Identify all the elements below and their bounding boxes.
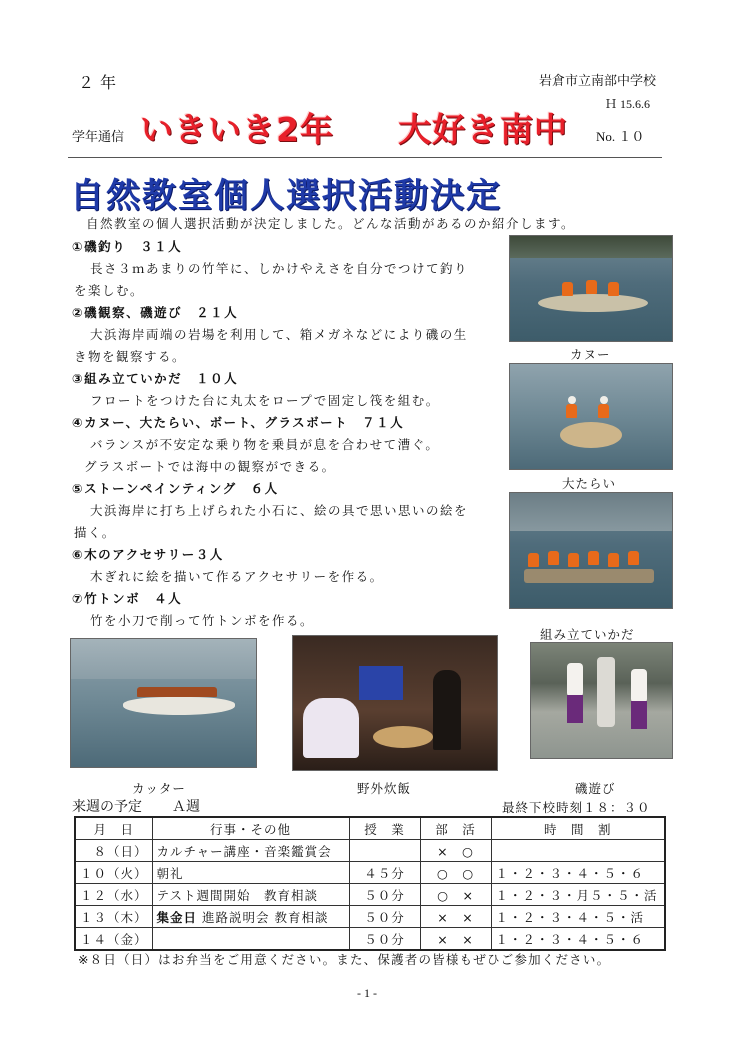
tarai-photo xyxy=(509,363,673,470)
cell-event-text: テスト週間開始 教育相談 xyxy=(156,887,319,903)
cell-class: ５０分 xyxy=(349,884,420,906)
cell-class: ５０分 xyxy=(349,906,420,928)
tarai-caption: 大たらい xyxy=(562,476,617,491)
cell-period: １・２・３・４・５・活 xyxy=(491,906,665,928)
cell-date: １４（金） xyxy=(75,928,152,951)
page-number: - 1 - xyxy=(357,986,377,1000)
activity-desc: 長さ３ｍあまりの竹竿に、しかけやえさを自分でつけて釣り xyxy=(90,261,469,276)
schedule-title: 来週の予定 xyxy=(72,799,142,815)
table-row xyxy=(75,840,665,862)
table-row xyxy=(75,884,665,906)
cell-period: １・２・３・４・５・６ xyxy=(491,862,665,884)
activity-item xyxy=(72,236,504,302)
newsletter-title-part1: いきいき2年 xyxy=(140,110,334,149)
schedule-note: ※８日（日）はお弁当をご用意ください。また、保護者の皆様もぜひご参加ください。 xyxy=(78,952,611,967)
raft-photo xyxy=(509,492,673,609)
col-header-class: 授 業 xyxy=(349,817,420,840)
schedule-week: Ａ週 xyxy=(172,799,200,815)
cell-event xyxy=(152,928,349,951)
activity-item xyxy=(72,368,504,412)
cell-event xyxy=(152,884,349,906)
activity-item xyxy=(72,302,504,368)
issue-date: Ｈ 15.6.6 xyxy=(604,97,650,111)
cell-event xyxy=(152,862,349,884)
cell-club: × ○ xyxy=(420,840,491,862)
schedule-table xyxy=(74,816,666,951)
col-header-club: 部 活 xyxy=(420,817,491,840)
cell-period xyxy=(491,840,665,862)
article-headline: 自然教室個人選択活動決定 xyxy=(70,176,502,216)
newsletter-title-part2: 大好き南中 xyxy=(398,110,568,149)
cell-club: × × xyxy=(420,906,491,928)
school-name: 岩倉市立南部中学校 xyxy=(538,74,656,89)
newsletter-label: 学年通信 xyxy=(72,130,125,145)
article-intro: 自然教室の個人選択活動が決定しました。どんな活動があるのか紹介します。 xyxy=(86,216,576,231)
cutter-caption: カッター xyxy=(132,781,186,796)
table-row xyxy=(75,906,665,928)
activity-desc: 木ぎれに絵を描いて作るアクセサリーを作る。 xyxy=(90,569,384,584)
raft-caption: 組み立ていかだ xyxy=(540,627,635,642)
cell-event-text: 朝礼 xyxy=(156,865,184,881)
activity-desc: バランスが不安定な乗り物を乗員が息を合わせて漕ぐ。 xyxy=(90,437,440,452)
activity-item xyxy=(72,412,504,478)
activity-item xyxy=(72,544,504,588)
cooking-photo xyxy=(292,635,498,771)
issue-number: No. １０ xyxy=(596,129,645,144)
cell-date: １０（火） xyxy=(75,862,152,884)
cell-date: １３（木） xyxy=(75,906,152,928)
col-header-event: 行事・その他 xyxy=(152,817,349,840)
cell-event xyxy=(152,906,349,928)
cell-period: １・２・３・月５・５・活 xyxy=(491,884,665,906)
cell-class: ５０分 xyxy=(349,928,420,951)
activity-desc: き物を観察する。 xyxy=(74,349,187,364)
cell-event-text: カルチャー講座・音楽鑑賞会 xyxy=(156,843,332,859)
cell-date: １２（水） xyxy=(75,884,152,906)
canoe-photo xyxy=(509,235,673,342)
activity-title: ⑦竹トンボ ４人 xyxy=(72,591,183,606)
activity-desc: グラスボートでは海中の観察ができる。 xyxy=(84,459,336,474)
activity-desc: 大浜海岸に打ち上げられた小石に、絵の具で思い思いの絵を xyxy=(90,503,469,518)
col-header-date: 月 日 xyxy=(75,817,152,840)
cell-class: ４５分 xyxy=(349,862,420,884)
header-divider xyxy=(68,157,662,158)
cell-club: × × xyxy=(420,928,491,951)
table-row xyxy=(75,862,665,884)
activity-desc: フロートをつけた台に丸太をロープで固定し筏を組む。 xyxy=(90,393,440,408)
activity-desc: 描く。 xyxy=(74,525,116,540)
cooking-caption: 野外炊飯 xyxy=(357,781,412,796)
table-row xyxy=(75,928,665,951)
cutter-photo xyxy=(70,638,257,768)
cell-period: １・２・３・４・５・６ xyxy=(491,928,665,951)
table-header-row xyxy=(75,817,665,840)
activity-desc: 竹を小刀で削って竹トンボを作る。 xyxy=(90,613,315,628)
last-dismissal-time: 最終下校時刻１８：３０ xyxy=(502,800,651,815)
cell-date: ８（日） xyxy=(75,840,152,862)
activity-title: ①磯釣り ３１人 xyxy=(72,239,183,254)
cell-event xyxy=(152,840,349,862)
activity-title: ②磯観察、磯遊び ２１人 xyxy=(72,305,239,320)
col-header-period: 時 間 割 xyxy=(491,817,665,840)
cell-event-bold: 集金日 xyxy=(156,909,198,925)
activity-title: ⑥木のアクセサリー３人 xyxy=(72,547,224,562)
activity-desc: 大浜海岸両端の岩場を利用して、箱メガネなどにより磯の生 xyxy=(90,327,468,342)
activity-item xyxy=(72,588,504,632)
grade-label: ２年 xyxy=(78,73,123,92)
cell-club: ○ × xyxy=(420,884,491,906)
activity-title: ⑤ストーンペインティング ６人 xyxy=(72,481,279,496)
tidepool-caption: 磯遊び xyxy=(575,781,616,796)
activity-list xyxy=(72,236,504,632)
cell-class xyxy=(349,840,420,862)
activity-desc: を楽しむ。 xyxy=(74,283,145,298)
activity-item xyxy=(72,478,504,544)
cell-event-text: 進路説明会 教育相談 xyxy=(197,909,329,925)
activity-title: ③組み立ていかだ １０人 xyxy=(72,371,239,386)
activity-title: ④カヌー、大たらい、ボート、グラスボート ７１人 xyxy=(72,415,405,430)
tidepool-photo xyxy=(530,642,673,759)
canoe-caption: カヌー xyxy=(570,347,611,362)
cell-club: ○ ○ xyxy=(420,862,491,884)
